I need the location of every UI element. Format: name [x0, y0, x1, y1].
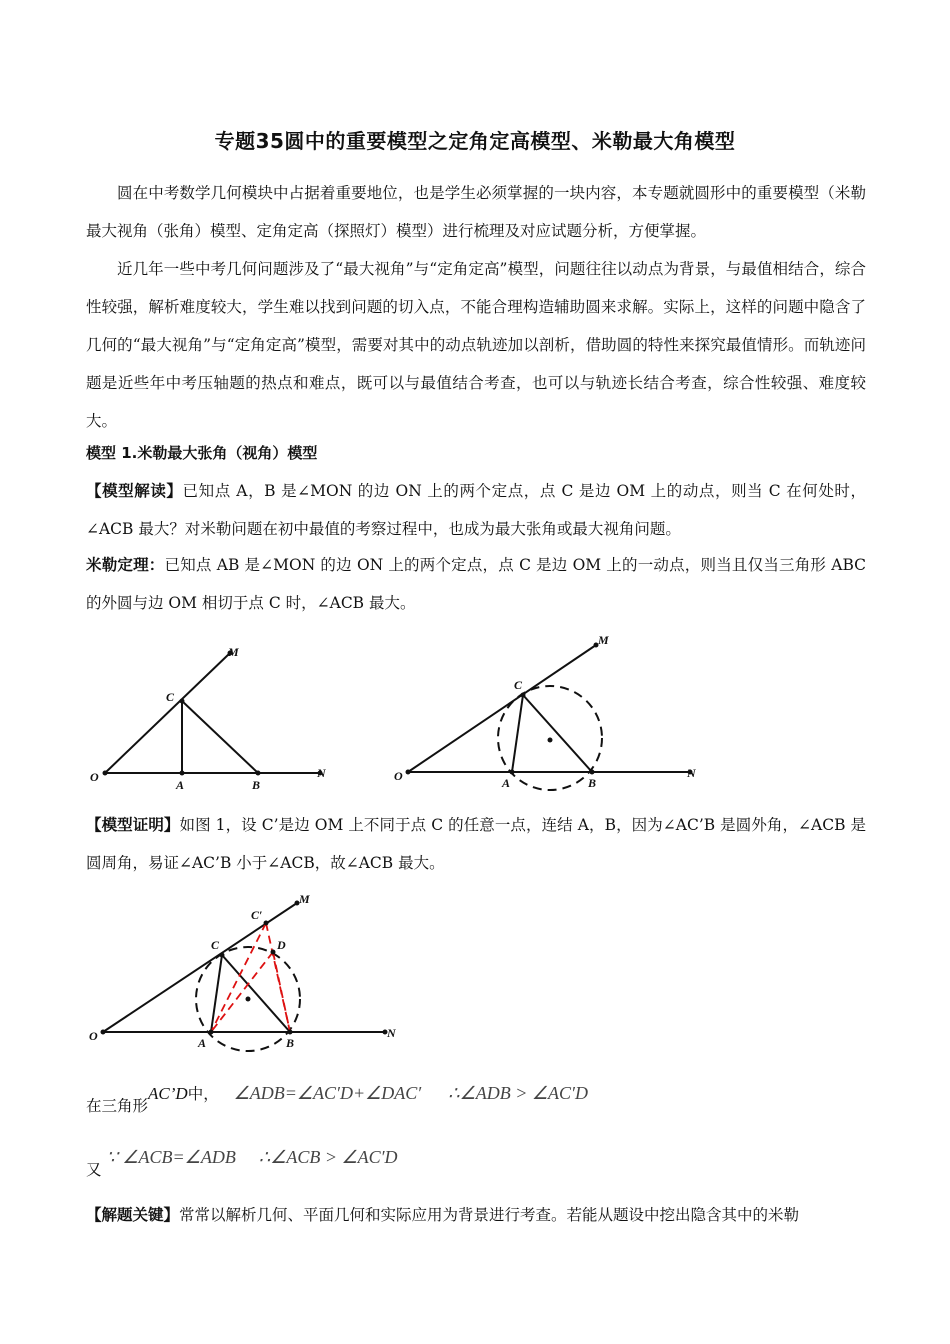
label-A: A: [198, 1036, 207, 1050]
proof-text: 如图 1，设 C’是边 OM 上不同于点 C 的任意一点，连结 A，B，因为∠AC’B 是圆外角，∠ACB 是圆周角，易证∠AC’B 小于∠ACB，故∠ACB 最大。: [86, 816, 866, 872]
label-C: C: [166, 690, 175, 704]
proof-line-2: 又 ∵ ∠ACB=∠ADB ∴∠ACB > ∠AC′D: [86, 1147, 398, 1179]
label-D: D: [277, 938, 286, 952]
label-B: B: [588, 776, 597, 790]
key-label: 【解题关键】: [86, 1206, 180, 1224]
label-C: C: [211, 938, 220, 952]
label-M: M: [299, 892, 310, 906]
proof-label: 【模型证明】: [86, 816, 180, 834]
label-O: O: [394, 769, 403, 783]
label-N: N: [387, 1026, 396, 1040]
model-proof: [86, 806, 866, 882]
figure-miller-circle: [390, 625, 710, 800]
model-interpretation: [86, 472, 866, 548]
miller-theorem: [86, 546, 866, 622]
key-text: 常常以解析几何、平面几何和实际应用为背景进行考查。若能从题设中挖出隐含其中的米勒: [179, 1206, 800, 1224]
label-M: M: [228, 645, 239, 659]
equation-adb: ∠ADB=∠AC′D+∠DAC′: [233, 1083, 422, 1103]
solution-key: [86, 1196, 866, 1234]
label-A: A: [176, 778, 185, 792]
equation-acb: ∵ ∠ACB=∠ADB: [106, 1147, 236, 1167]
label-N: N: [317, 766, 326, 780]
label-O: O: [90, 770, 99, 784]
figure-miller-basic: [80, 635, 340, 800]
model1-heading: 模型 1.米勒最大张角（视角）模型: [86, 444, 318, 462]
page-title: 专题35圆中的重要模型之定角定高模型、米勒最大角模型: [214, 129, 736, 153]
label-A: A: [502, 776, 511, 790]
interpretation-text: 已知点 A，B 是∠MON 的边 ON 上的两个定点，点 C 是边 OM 上的动点，则当 C 在何处时，∠ACB 最大？对米勒问题在初中最值的考察过程中，也成为最大张角或最大视角问题。: [86, 482, 866, 538]
interpretation-label: 【模型解读】: [86, 482, 183, 500]
label-B: B: [286, 1036, 295, 1050]
theorem-text: 已知点 AB 是∠MON 的边 ON 上的两个定点，点 C 是边 OM 上的一动点，则当且仅当三角形 ABC 的外圆与边 OM 相切于点 C 时，∠ACB 最大。: [86, 556, 866, 612]
label-C: C: [514, 678, 523, 692]
theorem-label: 米勒定理：: [86, 556, 165, 574]
intro-paragraph-1: 圆在中考数学几何模块中占据着重要地位，也是学生必须掌握的一块内容，本专题就圆形中的重要模型（米勒最大视角（张角）模型、定角定高（探照灯）模型）进行梳理及对应试题分析，方便掌握。: [86, 184, 866, 240]
proof-line-1: 在三角形AC’D中， ∠ADB=∠AC′D+∠DAC′ ∴∠ADB > ∠AC′D: [86, 1083, 588, 1115]
figure-miller-proof: [85, 885, 415, 1060]
label-N: N: [687, 766, 696, 780]
conclusion-acb: ∴∠ACB > ∠AC′D: [258, 1147, 398, 1167]
label-M: M: [598, 633, 609, 647]
conclusion-adb: ∴∠ADB > ∠AC′D: [448, 1083, 588, 1103]
label-O: O: [89, 1029, 98, 1043]
label-C-prime: C′: [251, 908, 263, 922]
label-B: B: [252, 778, 261, 792]
intro-paragraph-2: 近几年一些中考几何问题涉及了“最大视角”与“定角定高”模型，问题往往以动点为背景，与最值相结合，综合性较强，解析难度较大，学生难以找到问题的切入点，不能合理构造辅助圆来求解。实际上，这样的问题中隐含了几何的“最大视角”与“定角定高”模型，需要对其中的动点轨迹加以剖析，借助圆的特性来探究最值情形。而轨迹问题是近些年中考压轴题的热点和难点，既可以与最值结合考查，也可以与轨迹长结合考查，综合性较强、难度较大。: [86, 260, 866, 430]
